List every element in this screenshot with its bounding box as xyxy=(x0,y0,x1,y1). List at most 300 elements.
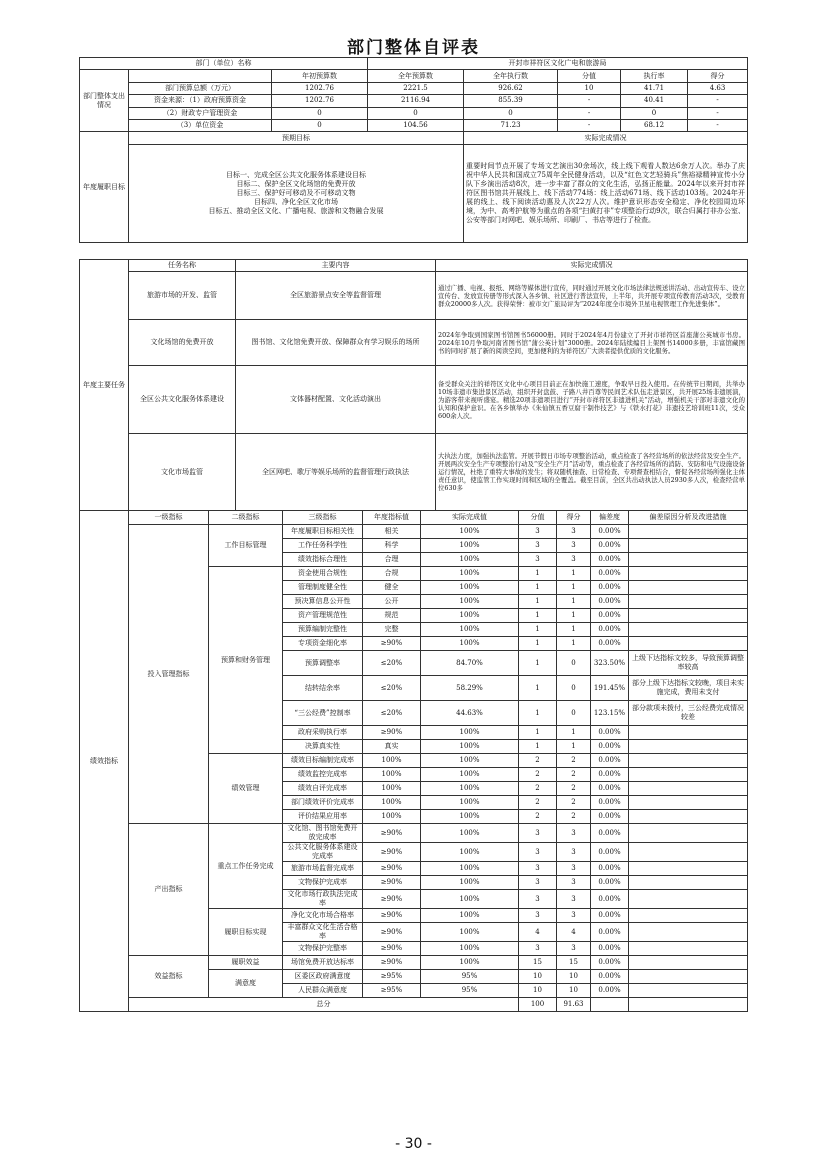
indicator-score: 1 xyxy=(557,726,591,740)
indicator-deviation: 0.00% xyxy=(591,810,629,824)
indicator-actual: 100% xyxy=(421,862,519,876)
indicator-reason xyxy=(629,810,748,824)
task-content: 文体器材配置、文化活动演出 xyxy=(236,366,436,434)
indicator-name: 部门绩效评价完成率 xyxy=(283,796,363,810)
indicator-name: 决算真实性 xyxy=(283,740,363,754)
indicator-reason xyxy=(629,942,748,956)
indicator-actual: 100% xyxy=(421,623,519,637)
indicator-score-value: 3 xyxy=(519,862,557,876)
indicator-target: ≥90% xyxy=(363,942,421,956)
indicator-name: 场馆免费开放达标率 xyxy=(283,956,363,970)
task-name: 文化场馆的免费开放 xyxy=(129,320,236,366)
indicator-actual: 100% xyxy=(421,581,519,595)
budget-cell: 926.62 xyxy=(464,82,558,94)
indicator-reason xyxy=(629,796,748,810)
indicator-reason xyxy=(629,843,748,862)
budget-cell: 1202.76 xyxy=(272,82,368,94)
budget-cell: - xyxy=(558,107,621,119)
indicator-name: 预决算信息公开性 xyxy=(283,595,363,609)
indicator-actual: 100% xyxy=(421,890,519,909)
indicator-score-value: 2 xyxy=(519,754,557,768)
perf-header: 得分 xyxy=(557,511,591,525)
indicator-score-value: 2 xyxy=(519,810,557,824)
level1-effectiveness: 效益指标 xyxy=(129,956,209,998)
indicator-deviation: 0.00% xyxy=(591,796,629,810)
expense-section-label: 部门整体支出情况 xyxy=(80,70,129,132)
indicator-deviation: 0.00% xyxy=(591,782,629,796)
indicator-score-value: 2 xyxy=(519,782,557,796)
goal-actual-text: 重要时间节点开展了专场文艺演出30余场次，线上线下观看人数达6余万人次。举办了庆祝中华人民共和国成立75周年全民健身活动，以及“红色文艺轻骑兵”焦裕禄精神宣传小分队下乡演出活动8次，进一步丰富了群众的文化生活，弘扬正能量。2024年以来开封市祥符区图书馆共开展线上、线下活动774场：线上活动671场、线下活动103场。2024年开展的线上、线下阅读活动惠及人次22万人次。维护意识形态安全稳定、净化校园周边环境，为中、高考护航等为重点的各项“扫黄打非”专项整治行动9次，联合归属打非办公室、公安等部门对网吧、娱乐场所、印刷厂、书店等进行了检查。 xyxy=(464,144,748,242)
indicator-deviation: 0.00% xyxy=(591,740,629,754)
level2-duty-benefit: 履职效益 xyxy=(209,956,283,970)
goal-header-expected: 预期目标 xyxy=(129,132,464,144)
goal-item: 目标四、净化全区文化市场 xyxy=(254,197,338,206)
task-header: 任务名称 xyxy=(129,260,236,272)
indicator-score-value: 3 xyxy=(519,553,557,567)
budget-cell: 68.12 xyxy=(621,119,688,131)
indicator-score: 1 xyxy=(557,623,591,637)
overview-table xyxy=(79,57,748,243)
indicator-actual: 100% xyxy=(421,525,519,539)
task-content: 全区旅游景点安全等监督管理 xyxy=(236,272,436,320)
perf-header: 二级指标 xyxy=(209,511,283,525)
indicator-actual: 44.63% xyxy=(421,701,519,726)
indicator-target: 规范 xyxy=(363,609,421,623)
budget-row-label: 部门预算总额（万元） xyxy=(129,82,272,94)
indicator-score: 3 xyxy=(557,862,591,876)
indicator-target: 完整 xyxy=(363,623,421,637)
tasks-section-label: 年度主要任务 xyxy=(80,260,129,511)
level2-key-tasks: 重点工作任务完成 xyxy=(209,824,283,909)
indicator-score: 10 xyxy=(557,970,591,984)
indicator-target: ≤20% xyxy=(363,701,421,726)
header-cell: 执行率 xyxy=(621,70,688,82)
budget-cell: - xyxy=(558,95,621,107)
indicator-target: 公开 xyxy=(363,595,421,609)
indicator-actual: 100% xyxy=(421,609,519,623)
indicator-actual: 100% xyxy=(421,726,519,740)
indicator-score: 3 xyxy=(557,890,591,909)
indicator-target: 科学 xyxy=(363,539,421,553)
indicator-actual: 100% xyxy=(421,942,519,956)
indicator-name: 文物保护完整率 xyxy=(283,942,363,956)
page-title: 部门整体自评表 xyxy=(347,38,480,58)
indicator-reason xyxy=(629,553,748,567)
header-cell: 全年执行数 xyxy=(464,70,558,82)
indicator-reason xyxy=(629,726,748,740)
indicator-name: 旅游市场监督完成率 xyxy=(283,862,363,876)
indicator-reason xyxy=(629,909,748,923)
indicator-name: 公共文化服务体系建设完成率 xyxy=(283,843,363,862)
indicator-score: 10 xyxy=(557,984,591,998)
indicator-reason: 部分款项未拨付，三公经费完成情况较差 xyxy=(629,701,748,726)
indicator-name: 文物保护完成率 xyxy=(283,876,363,890)
goal-section-label: 年度履职目标 xyxy=(80,132,129,242)
indicator-score-value: 15 xyxy=(519,956,557,970)
indicator-target: 100% xyxy=(363,810,421,824)
indicator-reason xyxy=(629,984,748,998)
indicator-target: 健全 xyxy=(363,581,421,595)
indicator-deviation: 0.00% xyxy=(591,539,629,553)
indicator-reason xyxy=(629,754,748,768)
indicator-score-value: 3 xyxy=(519,942,557,956)
header-cell: 得分 xyxy=(688,70,748,82)
indicator-name: 净化文化市场合格率 xyxy=(283,909,363,923)
indicator-score: 1 xyxy=(557,609,591,623)
indicator-score-value: 1 xyxy=(519,595,557,609)
indicator-actual: 100% xyxy=(421,810,519,824)
indicator-target: ≥95% xyxy=(363,984,421,998)
budget-cell: 1202.76 xyxy=(272,95,368,107)
indicator-target: ≥90% xyxy=(363,876,421,890)
indicator-actual: 100% xyxy=(421,637,519,651)
level2-duty-goal: 履职目标实现 xyxy=(209,909,283,956)
indicator-score-value: 3 xyxy=(519,824,557,843)
indicator-name: 年度履职目标相关性 xyxy=(283,525,363,539)
indicator-deviation: 0.00% xyxy=(591,843,629,862)
level2-performance-management: 绩效管理 xyxy=(209,754,283,824)
tasks-table xyxy=(79,259,748,511)
indicator-deviation: 0.00% xyxy=(591,581,629,595)
indicator-name: 专项资金细化率 xyxy=(283,637,363,651)
indicator-score: 1 xyxy=(557,567,591,581)
indicator-reason xyxy=(629,581,748,595)
task-actual: 2024年争取到国家图书馆图书56000册。同时于2024年4月份建立了开封市祥符区首座蒲公英城市书房。2024年10月争取河南省图书馆“蒲公英计划”3000册。2024年陆续编目上架图书14000多册，丰富馆藏图书的同时扩展了新的阅读空间，更加便利的为祥符区广大读者提供优质的文化服务。 xyxy=(436,320,748,366)
budget-cell: - xyxy=(688,107,748,119)
task-actual: 备受群众关注的祥符区文化中心项目目前正在加快施工速度，争取早日投入使用。在传统节日期间，共举办10场非遗市集进景区活动，组织开封盘鼓、子路八井百尊等民间艺术队伍走进景区，共开展25场非遗展演，为游客带来视听盛宴。精选20项非遗项目进行“开封市祥符区非遗进机关”活动，增强机关干部对非遗文化的认知和保护意识。在各乡镇举办《朱仙镇五香豆腐干制作技艺》与《铁水打花》非遗技艺培训班11次，受众600余人次。 xyxy=(436,366,748,434)
indicator-name: 资金使用合规性 xyxy=(283,567,363,581)
indicator-name: 绩效指标合理性 xyxy=(283,553,363,567)
indicator-reason xyxy=(629,956,748,970)
indicator-score-value: 2 xyxy=(519,768,557,782)
indicator-score: 1 xyxy=(557,637,591,651)
budget-cell: 104.56 xyxy=(368,119,464,131)
indicator-score-value: 1 xyxy=(519,637,557,651)
indicator-reason xyxy=(629,824,748,843)
level2-satisfaction: 满意度 xyxy=(209,970,283,998)
header-blank xyxy=(129,70,272,82)
indicator-actual: 95% xyxy=(421,984,519,998)
header-cell: 全年预算数 xyxy=(368,70,464,82)
task-content: 图书馆、文化馆免费开放、保障群众有学习娱乐的场所 xyxy=(236,320,436,366)
task-header: 主要内容 xyxy=(236,260,436,272)
indicator-deviation: 0.00% xyxy=(591,567,629,581)
indicator-score-value: 4 xyxy=(519,923,557,942)
indicator-name: 工作任务科学性 xyxy=(283,539,363,553)
indicator-deviation: 0.00% xyxy=(591,525,629,539)
indicator-name: 管理制度健全性 xyxy=(283,581,363,595)
indicator-deviation: 0.00% xyxy=(591,984,629,998)
indicator-reason: 上级下达指标文较多，导致预算调整率较高 xyxy=(629,651,748,676)
task-name: 全区公共文化服务体系建设 xyxy=(129,366,236,434)
indicator-target: ≥90% xyxy=(363,862,421,876)
indicator-name: 资产管理规范性 xyxy=(283,609,363,623)
goal-item: 目标三、保护好可移动及不可移动文物 xyxy=(236,188,356,197)
indicator-target: 100% xyxy=(363,754,421,768)
indicator-name: 绩效监控完成率 xyxy=(283,768,363,782)
budget-cell: 10 xyxy=(558,82,621,94)
level2-work-goal: 工作目标管理 xyxy=(209,525,283,567)
indicator-name: 绩效目标编制完成率 xyxy=(283,754,363,768)
indicator-reason: 部分上级下达指标文较晚，项目未实施完成，费用未支付 xyxy=(629,676,748,701)
indicator-deviation: 123.15% xyxy=(591,701,629,726)
indicator-actual: 100% xyxy=(421,876,519,890)
indicator-name: 丰富群众文化生活合格率 xyxy=(283,923,363,942)
indicator-actual: 84.70% xyxy=(421,651,519,676)
indicator-name: 人民群众满意度 xyxy=(283,984,363,998)
indicator-score-value: 1 xyxy=(519,651,557,676)
indicator-score: 2 xyxy=(557,754,591,768)
indicator-reason xyxy=(629,862,748,876)
budget-cell: 2116.94 xyxy=(368,95,464,107)
indicator-deviation: 0.00% xyxy=(591,942,629,956)
indicator-score-value: 1 xyxy=(519,581,557,595)
indicator-score-value: 1 xyxy=(519,567,557,581)
indicator-reason xyxy=(629,539,748,553)
indicator-deviation: 0.00% xyxy=(591,876,629,890)
header-cell: 分值 xyxy=(558,70,621,82)
unit-name: 开封市祥符区文化广电和旅游局 xyxy=(368,58,748,70)
indicator-score: 1 xyxy=(557,581,591,595)
goal-item: 目标一、完成全区公共文化服务体系建设目标 xyxy=(226,170,366,179)
budget-cell: 2221.5 xyxy=(368,82,464,94)
indicator-deviation: 191.45% xyxy=(591,676,629,701)
indicator-name: 绩效自评完成率 xyxy=(283,782,363,796)
indicator-actual: 100% xyxy=(421,782,519,796)
task-actual: 通过广播、电视、报纸、网络等媒体进行宣传，同时通过开展文化市场法律法规送讲活动、出动宣传车、设立宣传台、发放宣传册等形式深入各乡镇、社区进行普法宣传，上半年，共开展专项宣传教育活动3次，受教育群众20000多人次。获得荣誉：被市文广旅局评为“2024年度全市境外卫星电视管理工作先进集体”。 xyxy=(436,272,748,320)
indicator-score: 0 xyxy=(557,651,591,676)
indicator-score: 3 xyxy=(557,876,591,890)
level1-output: 产出指标 xyxy=(129,824,209,956)
indicator-score-value: 3 xyxy=(519,909,557,923)
budget-row-label: （3）单位资金 xyxy=(129,119,272,131)
indicator-deviation: 0.00% xyxy=(591,956,629,970)
budget-cell: 40.41 xyxy=(621,95,688,107)
indicator-name: 结转结余率 xyxy=(283,676,363,701)
indicator-name: 文化市场行政执法完成率 xyxy=(283,890,363,909)
indicator-reason xyxy=(629,782,748,796)
indicator-deviation: 0.00% xyxy=(591,824,629,843)
goal-header-actual: 实际完成情况 xyxy=(464,132,748,144)
goal-item: 目标二、保护全区文化场馆的免费开放 xyxy=(236,179,356,188)
budget-cell: - xyxy=(688,95,748,107)
indicator-actual: 100% xyxy=(421,956,519,970)
level2-budget-finance: 预算和财务管理 xyxy=(209,567,283,754)
indicator-target: ≥90% xyxy=(363,923,421,942)
indicator-score: 15 xyxy=(557,956,591,970)
indicator-score: 0 xyxy=(557,701,591,726)
perf-section-label: 绩效指标 xyxy=(80,511,129,1012)
indicator-score-value: 1 xyxy=(519,623,557,637)
indicator-reason xyxy=(629,970,748,984)
indicator-score-value: 1 xyxy=(519,740,557,754)
indicator-actual: 100% xyxy=(421,768,519,782)
indicator-actual: 100% xyxy=(421,595,519,609)
perf-header: 偏差度 xyxy=(591,511,629,525)
perf-header: 实际完成值 xyxy=(421,511,519,525)
indicator-score-value: 10 xyxy=(519,984,557,998)
budget-cell: - xyxy=(558,119,621,131)
total-deviation xyxy=(591,998,629,1012)
indicator-score-value: 3 xyxy=(519,539,557,553)
indicator-score-value: 10 xyxy=(519,970,557,984)
total-label: 总分 xyxy=(129,998,519,1012)
indicator-name: 区委区政府满意度 xyxy=(283,970,363,984)
indicator-score: 4 xyxy=(557,923,591,942)
indicator-target: ≥90% xyxy=(363,824,421,843)
indicator-score: 1 xyxy=(557,595,591,609)
total-score: 91.63 xyxy=(557,998,591,1012)
perf-header: 一级指标 xyxy=(129,511,209,525)
task-header: 实际完成情况 xyxy=(436,260,748,272)
indicator-reason xyxy=(629,609,748,623)
perf-header: 三级指标 xyxy=(283,511,363,525)
indicator-target: 合规 xyxy=(363,567,421,581)
indicator-score: 3 xyxy=(557,553,591,567)
indicator-actual: 100% xyxy=(421,796,519,810)
indicator-reason xyxy=(629,768,748,782)
indicator-score-value: 2 xyxy=(519,796,557,810)
indicator-score-value: 1 xyxy=(519,609,557,623)
indicator-actual: 95% xyxy=(421,970,519,984)
indicator-target: ≥90% xyxy=(363,909,421,923)
budget-cell: 0 xyxy=(464,107,558,119)
budget-cell: - xyxy=(688,119,748,131)
budget-cell: 71.23 xyxy=(464,119,558,131)
task-name: 旅游市场的开发、监管 xyxy=(129,272,236,320)
indicator-actual: 100% xyxy=(421,843,519,862)
budget-cell: 0 xyxy=(621,107,688,119)
indicator-score-value: 1 xyxy=(519,701,557,726)
indicator-score: 1 xyxy=(557,740,591,754)
indicator-score: 3 xyxy=(557,539,591,553)
indicator-score: 3 xyxy=(557,942,591,956)
indicator-target: 100% xyxy=(363,782,421,796)
indicator-deviation: 0.00% xyxy=(591,909,629,923)
indicator-target: ≥90% xyxy=(363,956,421,970)
indicator-score: 0 xyxy=(557,676,591,701)
indicator-actual: 100% xyxy=(421,754,519,768)
indicator-target: ≤20% xyxy=(363,651,421,676)
indicator-name: “三公经费”控制率 xyxy=(283,701,363,726)
indicator-target: 合理 xyxy=(363,553,421,567)
indicator-score-value: 3 xyxy=(519,890,557,909)
budget-cell: 855.39 xyxy=(464,95,558,107)
indicator-deviation: 0.00% xyxy=(591,726,629,740)
indicator-name: 预算编制完整性 xyxy=(283,623,363,637)
indicator-score: 3 xyxy=(557,843,591,862)
budget-row-label: （2）财政专户管理资金 xyxy=(129,107,272,119)
indicator-actual: 100% xyxy=(421,740,519,754)
task-content: 全区网吧、歌厅等娱乐场所的监督管理行政执法 xyxy=(236,434,436,511)
indicator-score: 2 xyxy=(557,810,591,824)
task-actual: 大执法力度，加强执法监管。开展节假日市场专项整治活动，重点检查了各经营场所的依法经营及安全生产。开展两次安全生产专项整治行动及“安全生产月”活动等，重点检查了各经营场所的消防、安防和电气设施设备运行情况，杜绝了重特大事故的发生；将双随机抽查、日常检查、专项督查相结合，督促各经营场所强化主体责任意识，使监管工作实现时间和区域的全覆盖。截至目前，全区共出动执法人员2930多人次，检查经营单位630多 xyxy=(436,434,748,511)
indicator-reason xyxy=(629,890,748,909)
indicator-reason xyxy=(629,923,748,942)
indicator-target: ≥90% xyxy=(363,726,421,740)
budget-cell: 0 xyxy=(368,107,464,119)
indicator-deviation: 0.00% xyxy=(591,862,629,876)
indicator-score: 2 xyxy=(557,796,591,810)
indicator-reason xyxy=(629,567,748,581)
goal-item: 目标五、推动全区文化、广播电视、旅游和文物融合发展 xyxy=(208,206,384,215)
indicator-actual: 100% xyxy=(421,909,519,923)
indicator-target: 100% xyxy=(363,768,421,782)
task-name: 文化市场监管 xyxy=(129,434,236,511)
indicator-score: 2 xyxy=(557,768,591,782)
indicator-target: ≥90% xyxy=(363,843,421,862)
indicator-deviation: 0.00% xyxy=(591,623,629,637)
indicator-target: ≥95% xyxy=(363,970,421,984)
goal-list xyxy=(129,144,464,242)
indicator-target: ≥90% xyxy=(363,890,421,909)
indicator-deviation: 0.00% xyxy=(591,970,629,984)
indicator-score-value: 3 xyxy=(519,876,557,890)
indicator-reason xyxy=(629,637,748,651)
indicator-actual: 58.29% xyxy=(421,676,519,701)
indicator-actual: 100% xyxy=(421,567,519,581)
performance-table xyxy=(79,510,748,1012)
indicator-target: 相关 xyxy=(363,525,421,539)
indicator-deviation: 0.00% xyxy=(591,637,629,651)
indicator-deviation: 0.00% xyxy=(591,923,629,942)
indicator-reason xyxy=(629,876,748,890)
indicator-score-value: 1 xyxy=(519,726,557,740)
indicator-deviation: 0.00% xyxy=(591,754,629,768)
indicator-deviation: 323.50% xyxy=(591,651,629,676)
indicator-actual: 100% xyxy=(421,824,519,843)
indicator-deviation: 0.00% xyxy=(591,768,629,782)
level1-input-management: 投入管理指标 xyxy=(129,525,209,824)
indicator-deviation: 0.00% xyxy=(591,609,629,623)
budget-cell: 0 xyxy=(272,107,368,119)
indicator-score: 3 xyxy=(557,909,591,923)
indicator-deviation: 0.00% xyxy=(591,553,629,567)
indicator-name: 文化馆、图书馆免费开放完成率 xyxy=(283,824,363,843)
page-number: - 30 - xyxy=(395,1136,432,1152)
indicator-score: 3 xyxy=(557,525,591,539)
indicator-score-value: 3 xyxy=(519,843,557,862)
indicator-score: 2 xyxy=(557,782,591,796)
indicator-target: ≥90% xyxy=(363,637,421,651)
indicator-deviation: 0.00% xyxy=(591,595,629,609)
indicator-deviation: 0.00% xyxy=(591,890,629,909)
budget-cell: 41.71 xyxy=(621,82,688,94)
budget-cell: 0 xyxy=(272,119,368,131)
unit-label: 部门（单位）名称 xyxy=(80,58,368,70)
indicator-score: 3 xyxy=(557,824,591,843)
indicator-score-value: 1 xyxy=(519,676,557,701)
indicator-reason xyxy=(629,623,748,637)
indicator-actual: 100% xyxy=(421,923,519,942)
indicator-name: 评价结果应用率 xyxy=(283,810,363,824)
indicator-target: 真实 xyxy=(363,740,421,754)
perf-header: 偏差原因分析及改进措施 xyxy=(629,511,748,525)
perf-header: 分值 xyxy=(519,511,557,525)
indicator-reason xyxy=(629,740,748,754)
indicator-actual: 100% xyxy=(421,553,519,567)
indicator-actual: 100% xyxy=(421,539,519,553)
header-cell: 年初预算数 xyxy=(272,70,368,82)
indicator-target: ≤20% xyxy=(363,676,421,701)
indicator-reason xyxy=(629,525,748,539)
perf-header: 年度指标值 xyxy=(363,511,421,525)
indicator-target: 100% xyxy=(363,796,421,810)
budget-cell: 4.63 xyxy=(688,82,748,94)
total-value: 100 xyxy=(519,998,557,1012)
indicator-reason xyxy=(629,595,748,609)
total-reason xyxy=(629,998,748,1012)
